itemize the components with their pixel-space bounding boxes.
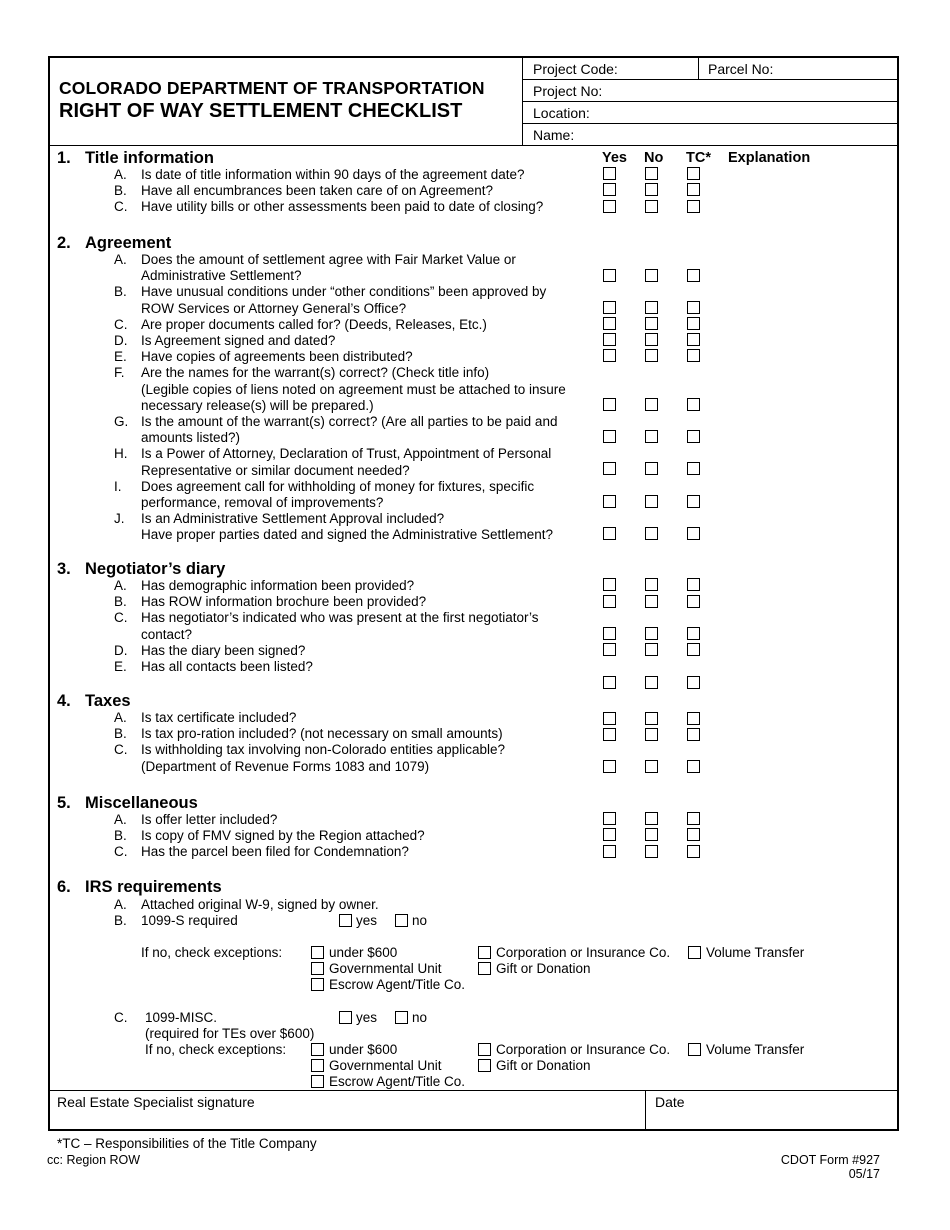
question-text: ROW Services or Attorney General’s Office? bbox=[141, 300, 407, 316]
section-title-irs: IRS requirements bbox=[85, 878, 222, 896]
item-letter: H. bbox=[114, 446, 128, 462]
project-code-field[interactable]: Project Code: bbox=[533, 61, 618, 77]
question-text: Are proper documents called for? (Deeds, Releases, Etc.) bbox=[141, 316, 487, 332]
checkbox-yes[interactable] bbox=[603, 828, 616, 841]
item-letter: C. bbox=[114, 742, 128, 758]
header-rule bbox=[522, 79, 899, 80]
checkbox-tc[interactable] bbox=[687, 333, 700, 346]
checkbox-no[interactable] bbox=[645, 398, 658, 411]
checkbox-yes[interactable] bbox=[603, 333, 616, 346]
checkbox-tc[interactable] bbox=[687, 595, 700, 608]
question-text: Is tax certificate included? bbox=[141, 710, 297, 725]
checkbox-no[interactable] bbox=[645, 200, 658, 213]
checkbox-yes[interactable] bbox=[603, 200, 616, 213]
checkbox-no[interactable] bbox=[645, 828, 658, 841]
checkbox-no[interactable] bbox=[645, 269, 658, 282]
checkbox-yes[interactable] bbox=[603, 495, 616, 508]
checkbox-tc[interactable] bbox=[687, 845, 700, 858]
item-letter: J. bbox=[114, 511, 125, 527]
1099s-yes-label: yes bbox=[356, 913, 378, 928]
form-number: CDOT Form #927 bbox=[780, 1153, 880, 1167]
1099misc-yes-checkbox[interactable] bbox=[339, 1011, 352, 1024]
section-number: 2. bbox=[57, 234, 71, 252]
checkbox-tc[interactable] bbox=[687, 462, 700, 475]
c-escrow-label: Escrow Agent/Title Co. bbox=[329, 1074, 466, 1089]
section-title: Title information bbox=[85, 149, 214, 167]
question-text: Is a Power of Attorney, Declaration of Trust, Appointment of Personal bbox=[141, 446, 552, 462]
item-letter: B. bbox=[114, 828, 127, 844]
c-governmental-checkbox[interactable] bbox=[311, 1059, 324, 1072]
question-text: Have copies of agreements been distributed? bbox=[141, 349, 413, 365]
question-text: Is tax pro-ration included? (not necessary on small amounts) bbox=[141, 726, 503, 742]
checkbox-no[interactable] bbox=[645, 167, 658, 180]
column-tc: TC* bbox=[686, 150, 711, 166]
checkbox-no[interactable] bbox=[645, 845, 658, 858]
b-gift-label: Gift or Donation bbox=[496, 961, 591, 976]
b-under600-label: under $600 bbox=[329, 945, 398, 960]
checkbox-no[interactable] bbox=[645, 676, 658, 689]
checkbox-yes[interactable] bbox=[603, 183, 616, 196]
checkbox-yes[interactable] bbox=[603, 430, 616, 443]
checkbox-tc[interactable] bbox=[687, 828, 700, 841]
checkbox-yes[interactable] bbox=[603, 712, 616, 725]
checkbox-no[interactable] bbox=[645, 333, 658, 346]
question-text: Is the amount of the warrant(s) correct? (Are all parties to be paid and bbox=[141, 414, 558, 429]
header-bottom-rule bbox=[48, 145, 899, 146]
form-title: RIGHT OF WAY SETTLEMENT CHECKLIST bbox=[59, 100, 463, 122]
item-letter: I. bbox=[114, 478, 122, 494]
section-title: Negotiator’s diary bbox=[85, 560, 226, 578]
c-corporation-label: Corporation or Insurance Co. bbox=[496, 1042, 671, 1057]
checkbox-yes[interactable] bbox=[603, 269, 616, 282]
checkbox-no[interactable] bbox=[645, 317, 658, 330]
checkbox-tc[interactable] bbox=[687, 760, 700, 773]
signature-rule bbox=[48, 1090, 899, 1091]
item-letter: A. bbox=[114, 897, 127, 912]
date-field[interactable]: Date bbox=[655, 1094, 685, 1110]
checkbox-yes[interactable] bbox=[603, 578, 616, 591]
1099s-no-checkbox[interactable] bbox=[395, 914, 408, 927]
question-text: Is offer letter included? bbox=[141, 812, 278, 827]
checkbox-yes[interactable] bbox=[603, 812, 616, 825]
checkbox-yes[interactable] bbox=[603, 301, 616, 314]
checkbox-yes[interactable] bbox=[603, 317, 616, 330]
item-letter: C. bbox=[114, 844, 128, 860]
section-number: 4. bbox=[57, 692, 71, 710]
1099s-yes-checkbox[interactable] bbox=[339, 914, 352, 927]
question-text: amounts listed?) bbox=[141, 430, 241, 446]
item-letter: A. bbox=[114, 252, 127, 267]
section-number: 6. bbox=[57, 878, 71, 896]
b-gift-checkbox[interactable] bbox=[478, 962, 491, 975]
item-letter: C. bbox=[114, 199, 128, 215]
form-date: 05/17 bbox=[848, 1167, 880, 1181]
question-text: (Legible copies of liens noted on agreement must be attached to insure bbox=[141, 381, 566, 397]
1099s-no-label: no bbox=[412, 913, 428, 928]
checkbox-tc[interactable] bbox=[687, 676, 700, 689]
item-letter: B. bbox=[114, 183, 127, 199]
checkbox-tc[interactable] bbox=[687, 527, 700, 540]
checkbox-tc[interactable] bbox=[687, 269, 700, 282]
checkbox-tc[interactable] bbox=[687, 728, 700, 741]
item-letter: B. bbox=[114, 594, 127, 610]
signature-divider bbox=[645, 1090, 646, 1131]
item-letter: C. bbox=[114, 1010, 128, 1025]
checkbox-tc[interactable] bbox=[687, 317, 700, 330]
item-letter: A. bbox=[114, 710, 127, 725]
question-text: Have unusual conditions under “other conditions” been approved by bbox=[141, 284, 547, 300]
b-escrow-label: Escrow Agent/Title Co. bbox=[329, 977, 466, 992]
exceptions-label: If no, check exceptions: bbox=[141, 945, 283, 960]
tc-footnote: *TC – Responsibilities of the Title Company bbox=[57, 1136, 317, 1151]
checkbox-tc[interactable] bbox=[687, 200, 700, 213]
column-no: No bbox=[644, 150, 664, 166]
checkbox-no[interactable] bbox=[645, 527, 658, 540]
name-field[interactable]: Name: bbox=[533, 127, 575, 143]
question-text: Has the diary been signed? bbox=[141, 642, 306, 658]
checkbox-no[interactable] bbox=[645, 760, 658, 773]
checkbox-yes[interactable] bbox=[603, 643, 616, 656]
section-title: Taxes bbox=[85, 692, 131, 710]
checkbox-no[interactable] bbox=[645, 728, 658, 741]
question-text: performance, removal of improvements? bbox=[141, 495, 384, 510]
project-no-field[interactable]: Project No: bbox=[533, 83, 603, 99]
checkbox-no[interactable] bbox=[645, 462, 658, 475]
b-volume-label: Volume Transfer bbox=[706, 945, 805, 960]
checkbox-yes[interactable] bbox=[603, 845, 616, 858]
checkbox-yes[interactable] bbox=[603, 676, 616, 689]
question-text: necessary release(s) will be prepared.) bbox=[141, 397, 374, 413]
checkbox-yes[interactable] bbox=[603, 760, 616, 773]
1099misc-no-checkbox[interactable] bbox=[395, 1011, 408, 1024]
column-yes: Yes bbox=[602, 150, 627, 166]
section-title: Agreement bbox=[85, 234, 172, 252]
question-text: contact? bbox=[141, 626, 193, 642]
checkbox-yes[interactable] bbox=[603, 595, 616, 608]
checkbox-no[interactable] bbox=[645, 349, 658, 362]
item-letter: G. bbox=[114, 414, 129, 429]
question-text: Is copy of FMV signed by the Region attached? bbox=[141, 828, 425, 844]
question-text: Administrative Settlement? bbox=[141, 268, 302, 284]
signature-field[interactable]: Real Estate Specialist signature bbox=[57, 1094, 255, 1110]
location-field[interactable]: Location: bbox=[533, 105, 590, 121]
item-letter: F. bbox=[114, 365, 125, 381]
checkbox-no[interactable] bbox=[645, 627, 658, 640]
b-volume-checkbox[interactable] bbox=[688, 946, 701, 959]
checkbox-yes[interactable] bbox=[603, 349, 616, 362]
checkbox-no[interactable] bbox=[645, 812, 658, 825]
1099misc-text: 1099-MISC. bbox=[145, 1010, 218, 1025]
question-text: Is an Administrative Settlement Approval included? bbox=[141, 511, 445, 527]
item-letter: A. bbox=[114, 812, 127, 827]
c-volume-label: Volume Transfer bbox=[706, 1042, 805, 1057]
section-title: Miscellaneous bbox=[85, 794, 198, 812]
item-letter: E. bbox=[114, 659, 127, 674]
checkbox-no[interactable] bbox=[645, 643, 658, 656]
checkbox-no[interactable] bbox=[645, 495, 658, 508]
header-rule bbox=[522, 123, 899, 124]
question-text: Is withholding tax involving non-Colorado entities applicable? bbox=[141, 742, 505, 758]
question-text: Is Agreement signed and dated? bbox=[141, 333, 336, 348]
checkbox-no[interactable] bbox=[645, 712, 658, 725]
checkbox-yes[interactable] bbox=[603, 627, 616, 640]
checkbox-tc[interactable] bbox=[687, 643, 700, 656]
checkbox-tc[interactable] bbox=[687, 301, 700, 314]
question-text: Have all encumbrances been taken care of on Agreement? bbox=[141, 183, 493, 199]
b-governmental-label: Governmental Unit bbox=[329, 961, 442, 976]
b-governmental-checkbox[interactable] bbox=[311, 962, 324, 975]
cc-line: cc: Region ROW bbox=[47, 1153, 141, 1167]
section-number: 5. bbox=[57, 794, 71, 812]
item-letter: A. bbox=[114, 167, 127, 182]
checkbox-no[interactable] bbox=[645, 430, 658, 443]
question-text: Has all contacts been listed? bbox=[141, 659, 313, 674]
item-letter: C. bbox=[114, 610, 128, 626]
c-gift-checkbox[interactable] bbox=[478, 1059, 491, 1072]
item-letter: D. bbox=[114, 642, 128, 658]
checkbox-yes[interactable] bbox=[603, 167, 616, 180]
column-explanation: Explanation bbox=[728, 150, 811, 166]
c-under600-label: under $600 bbox=[329, 1042, 398, 1057]
question-text: Has the parcel been filed for Condemnation? bbox=[141, 844, 409, 860]
checkbox-tc[interactable] bbox=[687, 495, 700, 508]
checkbox-no[interactable] bbox=[645, 578, 658, 591]
item-letter: D. bbox=[114, 333, 128, 348]
checkbox-yes[interactable] bbox=[603, 398, 616, 411]
question-text: Has ROW information brochure been provided? bbox=[141, 594, 427, 610]
question-text: Does the amount of settlement agree with Fair Market Value or bbox=[141, 252, 516, 267]
item-letter: A. bbox=[114, 578, 127, 593]
question-text: Has negotiator’s indicated who was present at the first negotiator’s bbox=[141, 610, 539, 626]
checkbox-tc[interactable] bbox=[687, 349, 700, 362]
header-rule bbox=[522, 101, 899, 102]
1099misc-yes-label: yes bbox=[356, 1010, 378, 1025]
c-under600-checkbox[interactable] bbox=[311, 1043, 324, 1056]
checkbox-tc[interactable] bbox=[687, 712, 700, 725]
question-text: Is date of title information within 90 days of the agreement date? bbox=[141, 167, 525, 182]
b-corporation-checkbox[interactable] bbox=[478, 946, 491, 959]
checkbox-no[interactable] bbox=[645, 183, 658, 196]
checkbox-no[interactable] bbox=[645, 301, 658, 314]
1099s-text: 1099-S required bbox=[141, 913, 238, 928]
w9-text: Attached original W-9, signed by owner. bbox=[141, 897, 379, 912]
checkbox-tc[interactable] bbox=[687, 398, 700, 411]
question-text: Are the names for the warrant(s) correct? (Check title info) bbox=[141, 365, 490, 381]
item-letter: E. bbox=[114, 349, 127, 365]
checkbox-yes[interactable] bbox=[603, 527, 616, 540]
question-text: Has demographic information been provided? bbox=[141, 578, 415, 593]
section-number: 3. bbox=[57, 560, 71, 578]
exceptions-label: If no, check exceptions: bbox=[145, 1042, 287, 1057]
c-escrow-checkbox[interactable] bbox=[311, 1075, 324, 1088]
1099misc-no-label: no bbox=[412, 1010, 428, 1025]
c-corporation-checkbox[interactable] bbox=[478, 1043, 491, 1056]
1099misc-subtext: (required for TEs over $600) bbox=[145, 1026, 315, 1041]
item-letter: B. bbox=[114, 726, 127, 742]
c-gift-label: Gift or Donation bbox=[496, 1058, 591, 1073]
checkbox-tc[interactable] bbox=[687, 183, 700, 196]
b-under600-checkbox[interactable] bbox=[311, 946, 324, 959]
b-corporation-label: Corporation or Insurance Co. bbox=[496, 945, 671, 960]
checkbox-yes[interactable] bbox=[603, 462, 616, 475]
c-volume-checkbox[interactable] bbox=[688, 1043, 701, 1056]
section-number: 1. bbox=[57, 149, 71, 167]
item-letter: B. bbox=[114, 913, 127, 928]
checkbox-no[interactable] bbox=[645, 595, 658, 608]
parcel-divider bbox=[698, 57, 699, 79]
parcel-no-field[interactable]: Parcel No: bbox=[708, 61, 774, 77]
question-text: (Department of Revenue Forms 1083 and 1079) bbox=[141, 758, 430, 774]
checkbox-tc[interactable] bbox=[687, 167, 700, 180]
item-letter: C. bbox=[114, 316, 128, 332]
b-escrow-checkbox[interactable] bbox=[311, 978, 324, 991]
department-title: COLORADO DEPARTMENT OF TRANSPORTATION bbox=[59, 78, 485, 98]
question-text: Have utility bills or other assessments been paid to date of closing? bbox=[141, 199, 544, 215]
question-text: Have proper parties dated and signed the Administrative Settlement? bbox=[141, 527, 553, 543]
checkbox-yes[interactable] bbox=[603, 728, 616, 741]
checkbox-tc[interactable] bbox=[687, 578, 700, 591]
checkbox-tc[interactable] bbox=[687, 812, 700, 825]
question-text: Representative or similar document needed? bbox=[141, 462, 410, 478]
item-letter: B. bbox=[114, 284, 127, 300]
c-governmental-label: Governmental Unit bbox=[329, 1058, 442, 1073]
checkbox-tc[interactable] bbox=[687, 627, 700, 640]
question-text: Does agreement call for withholding of money for fixtures, specific bbox=[141, 478, 535, 494]
checkbox-tc[interactable] bbox=[687, 430, 700, 443]
